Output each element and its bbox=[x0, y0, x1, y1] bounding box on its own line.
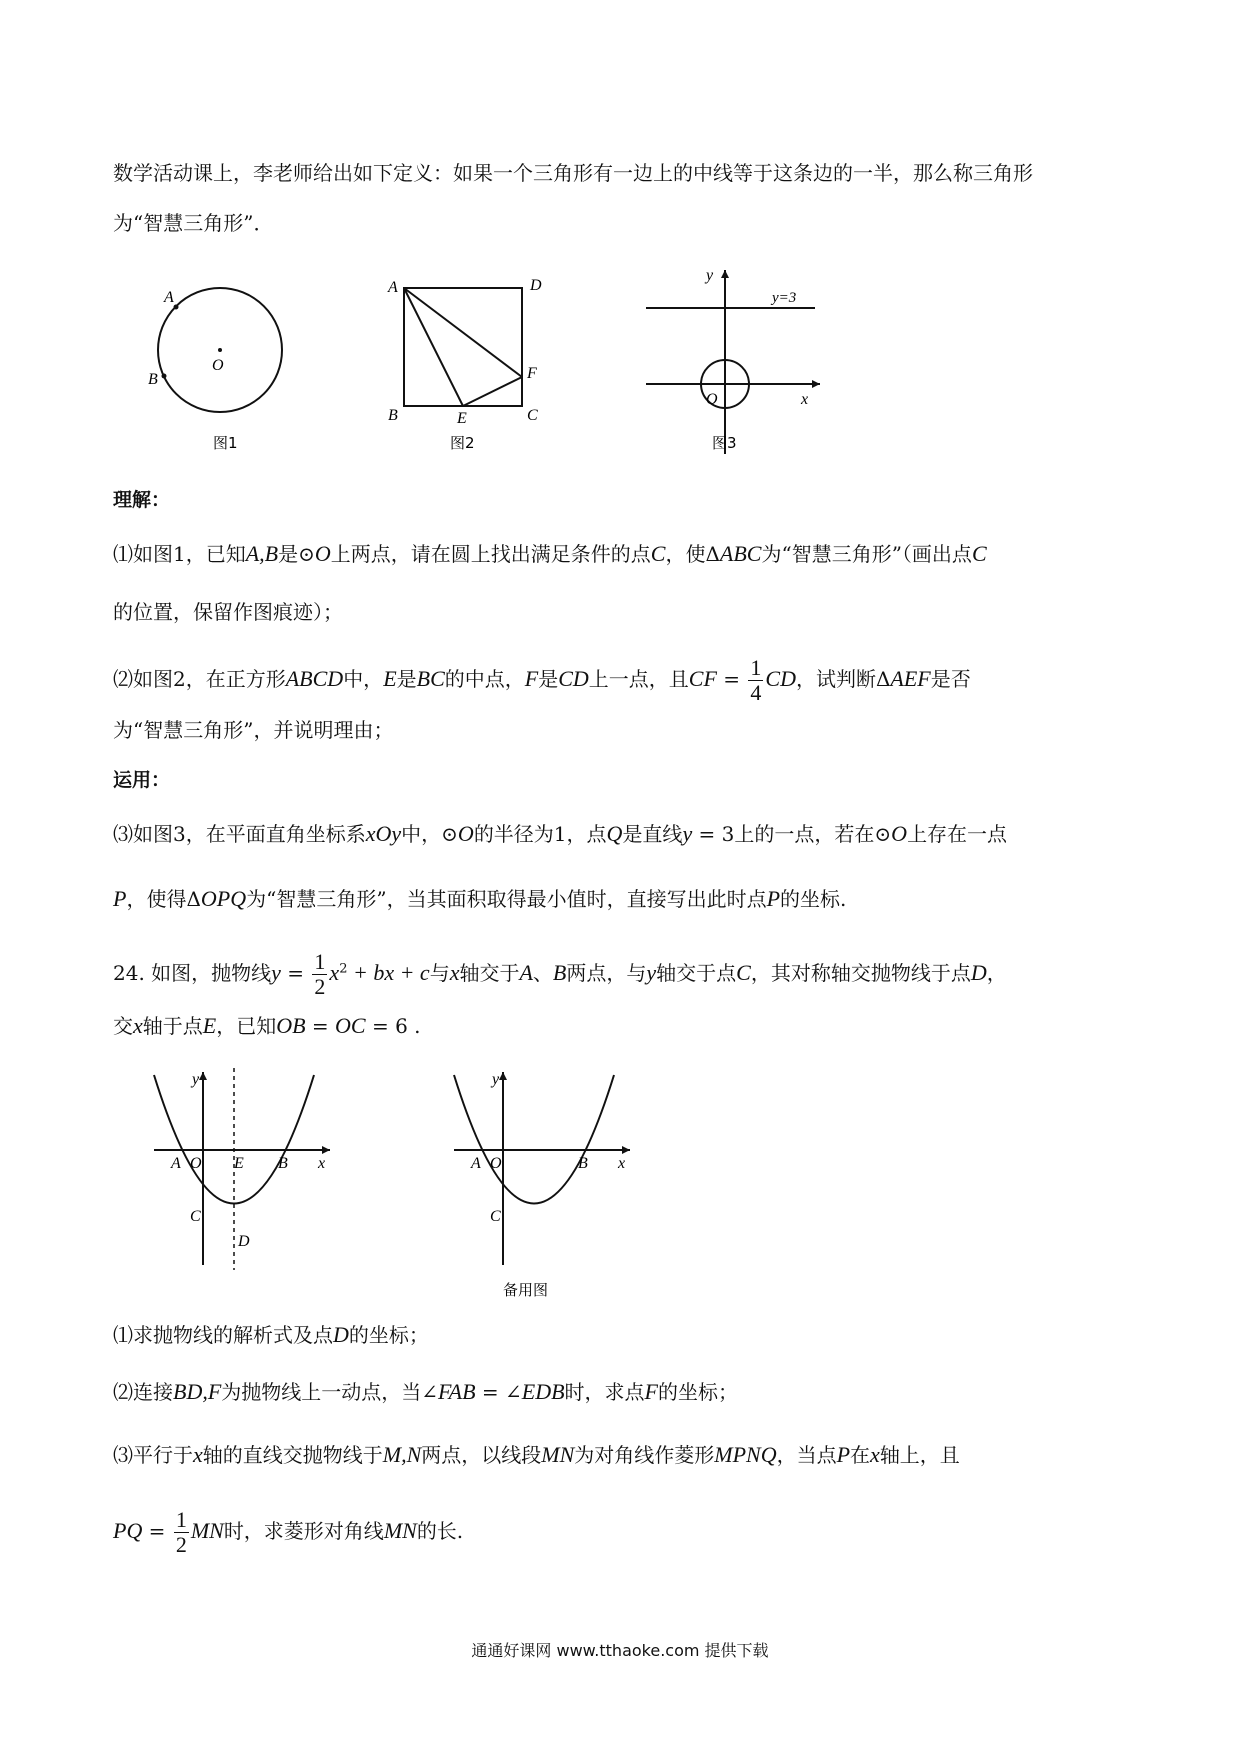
label-o: O bbox=[190, 1155, 202, 1172]
question-3-line-1: ⑶如图3，在平面直角坐标系xOy中，⊙O的半径为1，点Q是直线y = 3上的一点，若在⊙O上存在一点 bbox=[113, 821, 1008, 846]
point-a bbox=[174, 305, 179, 310]
question-24-1: ⑴求抛物线的解析式及点D的坐标； bbox=[113, 1322, 429, 1347]
figure-parabola bbox=[148, 1060, 338, 1280]
label-e: E bbox=[234, 1155, 244, 1172]
figure-parabola-spare bbox=[448, 1060, 638, 1300]
label-y-axis: y bbox=[706, 267, 714, 284]
fraction-one-half: $\frac{1}{2}$ bbox=[314, 949, 326, 999]
label-o: O bbox=[706, 391, 718, 408]
label-o: O bbox=[212, 357, 224, 374]
figure-1-circle bbox=[140, 270, 300, 470]
footer-source: 通通好课网 www.tthaoke.com 提供下载 bbox=[471, 1641, 769, 1660]
label-f: F bbox=[527, 365, 537, 382]
question-3-line-2: P，使得ΔOPQ为“智慧三角形”，当其面积取得最小值时，直接写出此时点P的坐标. bbox=[113, 886, 847, 911]
question-2-line-1: ⑵如图2，在正方形ABCD中，E是BC的中点，F是CD上一点，且CF = $\frac{1}{4}$ CD，试判断ΔAEF是否 bbox=[113, 655, 971, 705]
fraction-one-quarter: $\frac{1}{4}$ bbox=[750, 655, 762, 705]
question-24-3-line-2: PQ = $\frac{1}{2}$ MN时，求菱形对角线MN的长. bbox=[113, 1507, 464, 1557]
question-2-line-2: 为“智慧三角形”，并说明理由； bbox=[113, 718, 394, 742]
question-24-line-2: 交x轴于点E，已知OB = OC = 6 . bbox=[113, 1013, 421, 1038]
label-d: D bbox=[238, 1233, 250, 1250]
label-x: x bbox=[318, 1155, 326, 1172]
label-c: C bbox=[490, 1208, 501, 1225]
figure-spare-caption: 备用图 bbox=[503, 1281, 549, 1299]
figure-2-square bbox=[380, 270, 560, 470]
label-a: A bbox=[471, 1155, 481, 1172]
label-b: B bbox=[148, 371, 158, 388]
question-24-2: ⑵连接BD,F为抛物线上一动点，当∠FAB = ∠EDB时，求点F的坐标； bbox=[113, 1379, 738, 1404]
intro-line-1: 数学活动课上，李老师给出如下定义：如果一个三角形有一边上的中线等于这条边的一半，那么称三角形 bbox=[113, 161, 1033, 185]
label-y: y bbox=[192, 1071, 200, 1088]
label-line-y3: y=3 bbox=[772, 290, 797, 306]
label-a: A bbox=[171, 1155, 181, 1172]
label-c: C bbox=[190, 1208, 201, 1225]
point-b bbox=[162, 374, 167, 379]
question-1-line-1: ⑴如图1，已知A,B是⊙O上两点，请在圆上找出满足条件的点C，使ΔABC为“智慧三角形”（画出点C bbox=[113, 541, 987, 566]
label-x: x bbox=[618, 1155, 626, 1172]
figure-2-caption: 图2 bbox=[450, 434, 475, 452]
question-24-3-line-1: ⑶平行于x轴的直线交抛物线于M,N两点，以线段MN为对角线作菱形MPNQ，当点P在x轴上，且 bbox=[113, 1442, 960, 1467]
label-d: D bbox=[530, 277, 542, 294]
label-x-axis: x bbox=[801, 391, 809, 408]
figure-3-coordinate bbox=[640, 258, 830, 468]
label-y: y bbox=[492, 1071, 500, 1088]
label-b: B bbox=[578, 1155, 588, 1172]
label-c: C bbox=[527, 407, 538, 424]
section-understand: 理解： bbox=[113, 489, 171, 511]
figure-1-caption: 图1 bbox=[213, 434, 238, 452]
label-a: A bbox=[164, 289, 174, 306]
question-1-line-2: 的位置，保留作图痕迹）； bbox=[113, 600, 343, 624]
intro-line-2: 为“智慧三角形”． bbox=[113, 211, 274, 235]
label-b: B bbox=[278, 1155, 288, 1172]
section-apply: 运用： bbox=[113, 769, 171, 791]
fraction-one-half-2: $\frac{1}{2}$ bbox=[175, 1507, 187, 1557]
label-e: E bbox=[457, 410, 467, 427]
label-a: A bbox=[388, 279, 398, 296]
question-24-line-1: 24. 如图，抛物线y = $\frac{1}{2}$ $x^2$ + bx + c与x轴交于A、B两点，与y轴交于点C，其对称轴交抛物线于点D， bbox=[113, 949, 1007, 999]
label-o: O bbox=[490, 1155, 502, 1172]
figure-3-caption: 图3 bbox=[712, 434, 737, 452]
label-b: B bbox=[388, 407, 398, 424]
